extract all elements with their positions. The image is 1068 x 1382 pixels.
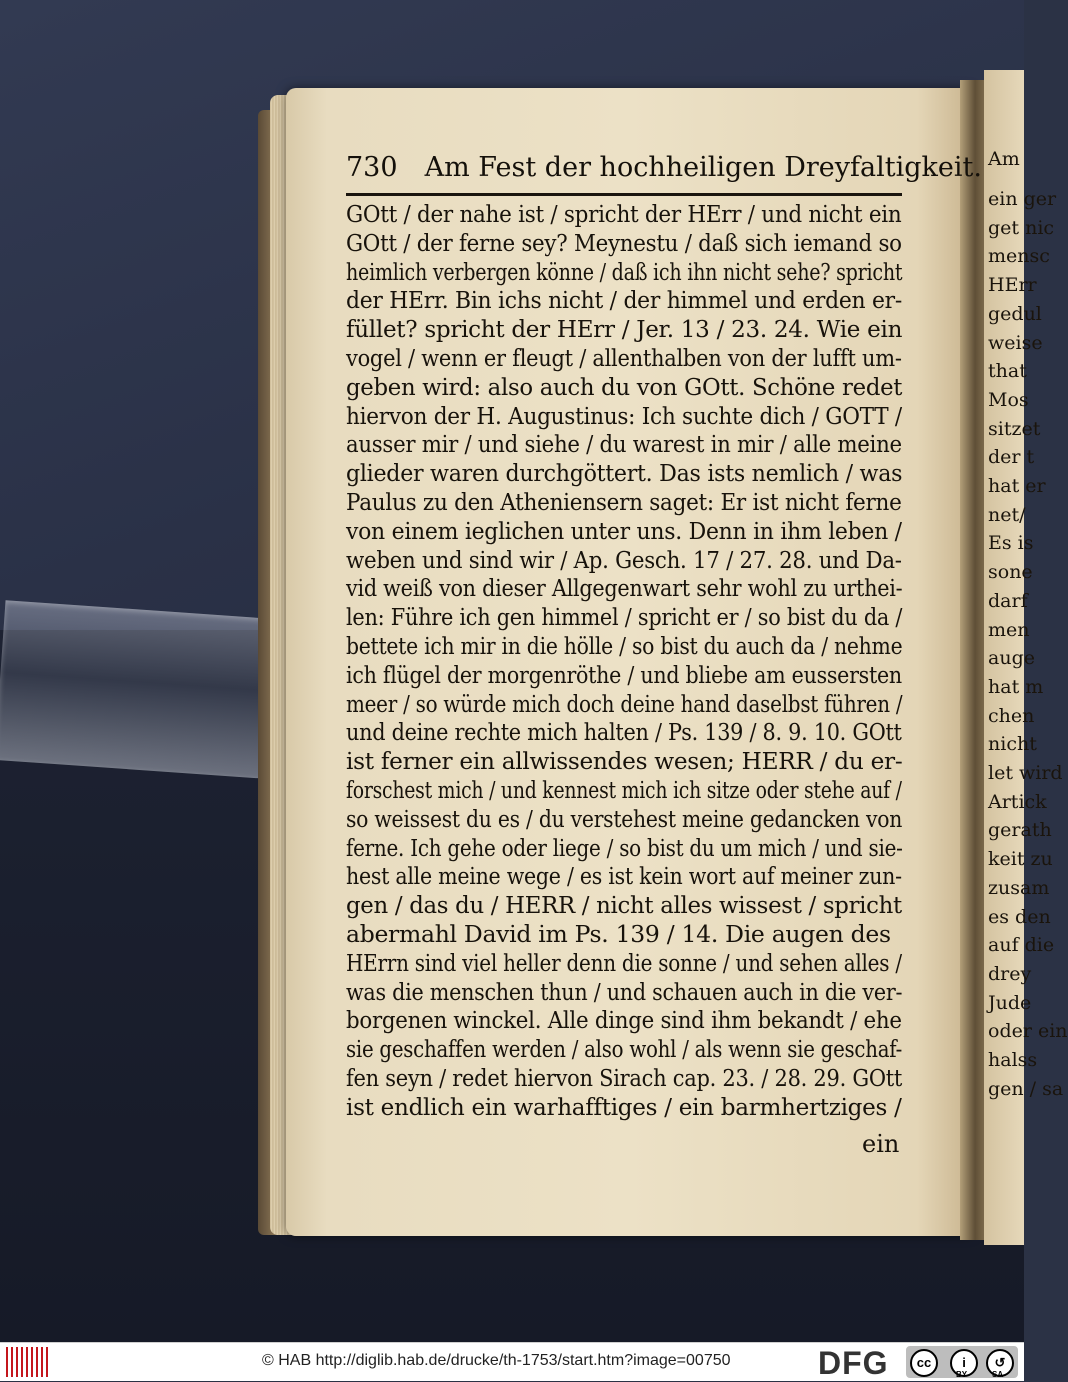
source-citation[interactable]: © HAB http://diglib.hab.de/drucke/th-1753/start.htm?image=00750 <box>262 1352 731 1369</box>
text-line: sie geschaffen werden / also wohl / als wenn sie geschaf- <box>346 1035 903 1064</box>
facing-page-line: Am <box>988 148 1020 170</box>
facing-page-line: that <box>988 360 1027 383</box>
facing-page-line: Es is <box>988 532 1034 555</box>
facing-page-line: ein ger <box>988 188 1057 210</box>
text-line: GOtt / der nahe ist / spricht der HErr / und nicht ein <box>346 200 902 228</box>
text-line: meer / so würde mich doch deine hand daselbst führen / <box>346 689 903 718</box>
facing-page-line: gerath <box>988 819 1052 842</box>
body-text <box>346 200 902 1122</box>
facing-page-line: net/ <box>988 503 1026 526</box>
facing-page-line: chen <box>988 704 1035 727</box>
text-line: ist endlich ein warhafftiges / ein barmhertziges / <box>346 1092 902 1121</box>
facing-page-line: drey <box>988 962 1032 985</box>
text-line: ist ferner ein allwissendes wesen; HERR / du er- <box>346 747 903 776</box>
facing-page-line: get nic <box>988 216 1055 239</box>
text-line: HErrn sind viel heller denn die sonne / und sehen alles / <box>346 948 902 977</box>
text-line: vogel / wenn er fleugt / allenthalben von der lufft um- <box>346 343 902 372</box>
facing-page-line: gedul <box>988 302 1042 325</box>
running-title: Am Fest der hochheiligen Dreyfaltigkeit. <box>424 152 982 183</box>
facing-page-line: gen / sa <box>988 1077 1064 1100</box>
facing-page-line: Artick <box>988 790 1047 813</box>
facing-page-line: weise <box>988 331 1043 354</box>
text-line: von einem ieglichen unter uns. Denn in ihm leben / <box>346 516 902 545</box>
viewer-footer <box>0 1342 1024 1381</box>
text-line: GOtt / der ferne sey? Meynestu / daß sich iemand so <box>346 228 902 257</box>
facing-page-line: nicht <box>988 733 1037 756</box>
text-line: gen / das du / HERR / nicht alles wissest / spricht <box>346 891 902 920</box>
text-line: hest alle meine wege / es ist kein wort auf meiner zun- <box>346 862 902 891</box>
text-line: bettete ich mir in die hölle / so bist du auch da / nehme <box>346 631 903 660</box>
text-line: forschest mich / und kennest mich ich sitze oder stehe auf / <box>346 775 902 804</box>
facing-page-line: sitzet <box>988 417 1041 440</box>
text-line: geben wird: also auch du von GOtt. Schöne redet <box>346 372 903 401</box>
text-line: der HErr. Bin ichs nicht / der himmel und erden er- <box>346 286 902 315</box>
text-line: abermahl David im Ps. 139 / 14. Die augen des <box>346 919 891 948</box>
text-line: heimlich verbergen könne / daß ich ihn nicht sehe? spricht <box>346 257 903 286</box>
catchword: ein <box>862 1130 900 1158</box>
text-line: len: Führe ich gen himmel / spricht er / so bist du da / <box>346 603 903 632</box>
by-label: BY <box>956 1370 968 1379</box>
text-line: Paulus zu den Atheniensern saget: Er ist nicht ferne <box>346 487 902 516</box>
facing-page-line: auge <box>988 647 1035 670</box>
by-icon: i <box>950 1349 978 1377</box>
text-line: borgenen winckel. Alle dinge sind ihm bekandt / ehe <box>346 1006 902 1035</box>
facing-page-line: men <box>988 618 1030 641</box>
facing-page-line: oder ein <box>988 1020 1068 1043</box>
facing-page-line: auf die <box>988 934 1055 957</box>
sa-label: SA <box>992 1370 1004 1379</box>
facing-page-line: hat er <box>988 475 1046 497</box>
sa-icon: ↺ <box>986 1349 1014 1377</box>
text-line: was die menschen thun / und schauen auch in die ver- <box>346 977 903 1006</box>
text-line: weben und sind wir / Ap. Gesch. 17 / 27. 28. und Da- <box>346 545 902 574</box>
facing-page-line: Mos <box>988 388 1029 411</box>
facing-page-line: es den <box>988 905 1051 928</box>
text-line: füllet? spricht der HErr / Jer. 13 / 23. 24. Wie ein <box>346 315 903 344</box>
facing-page-line: keit zu <box>988 848 1053 871</box>
cc-license-badge[interactable] <box>906 1346 1018 1378</box>
facing-page-line: Jude <box>988 991 1032 1014</box>
text-line: glieder waren durchgöttert. Das ists nemlich / was <box>346 459 903 488</box>
text-line: ich flügel der morgenröthe / und bliebe am eussersten <box>346 660 902 689</box>
hab-logo-icon <box>6 1347 48 1377</box>
facing-page-line: darf <box>988 589 1028 612</box>
facing-page-line: zusam <box>988 876 1050 899</box>
text-line: so weissest du es / du verstehest meine gedancken von <box>346 804 903 833</box>
facing-page-line: der t <box>988 446 1035 469</box>
facing-page-line: HErr <box>988 274 1037 297</box>
dfg-logo: DFG <box>818 1345 889 1381</box>
text-line: hiervon der H. Augustinus: Ich suchte dich / GOTT / <box>346 401 902 430</box>
page-number: 730 <box>346 152 398 183</box>
text-line: fen seyn / redet hiervon Sirach cap. 23. / 28. 29. GOtt <box>346 1063 903 1092</box>
facing-page-line: let wird <box>988 762 1063 784</box>
header-rule <box>346 193 902 196</box>
facing-page-line: halss <box>988 1049 1038 1071</box>
facing-page-line: sone <box>988 561 1033 584</box>
facing-page-fragment <box>984 70 1068 1245</box>
facing-page-line: hat m <box>988 675 1044 698</box>
page-header <box>346 152 982 183</box>
text-line: ausser mir / und siehe / du warest in mir / alle meine <box>346 430 902 459</box>
cc-icon: cc <box>910 1349 938 1377</box>
facing-page-line: mensc <box>988 245 1050 268</box>
text-line: ferne. Ich gehe oder liege / so bist du um mich / und sie- <box>346 833 903 862</box>
text-line: und deine rechte mich halten / Ps. 139 / 8. 9. 10. GOtt <box>346 718 902 747</box>
text-line: vid weiß von dieser Allgegenwart sehr wohl zu urthei- <box>346 574 903 603</box>
